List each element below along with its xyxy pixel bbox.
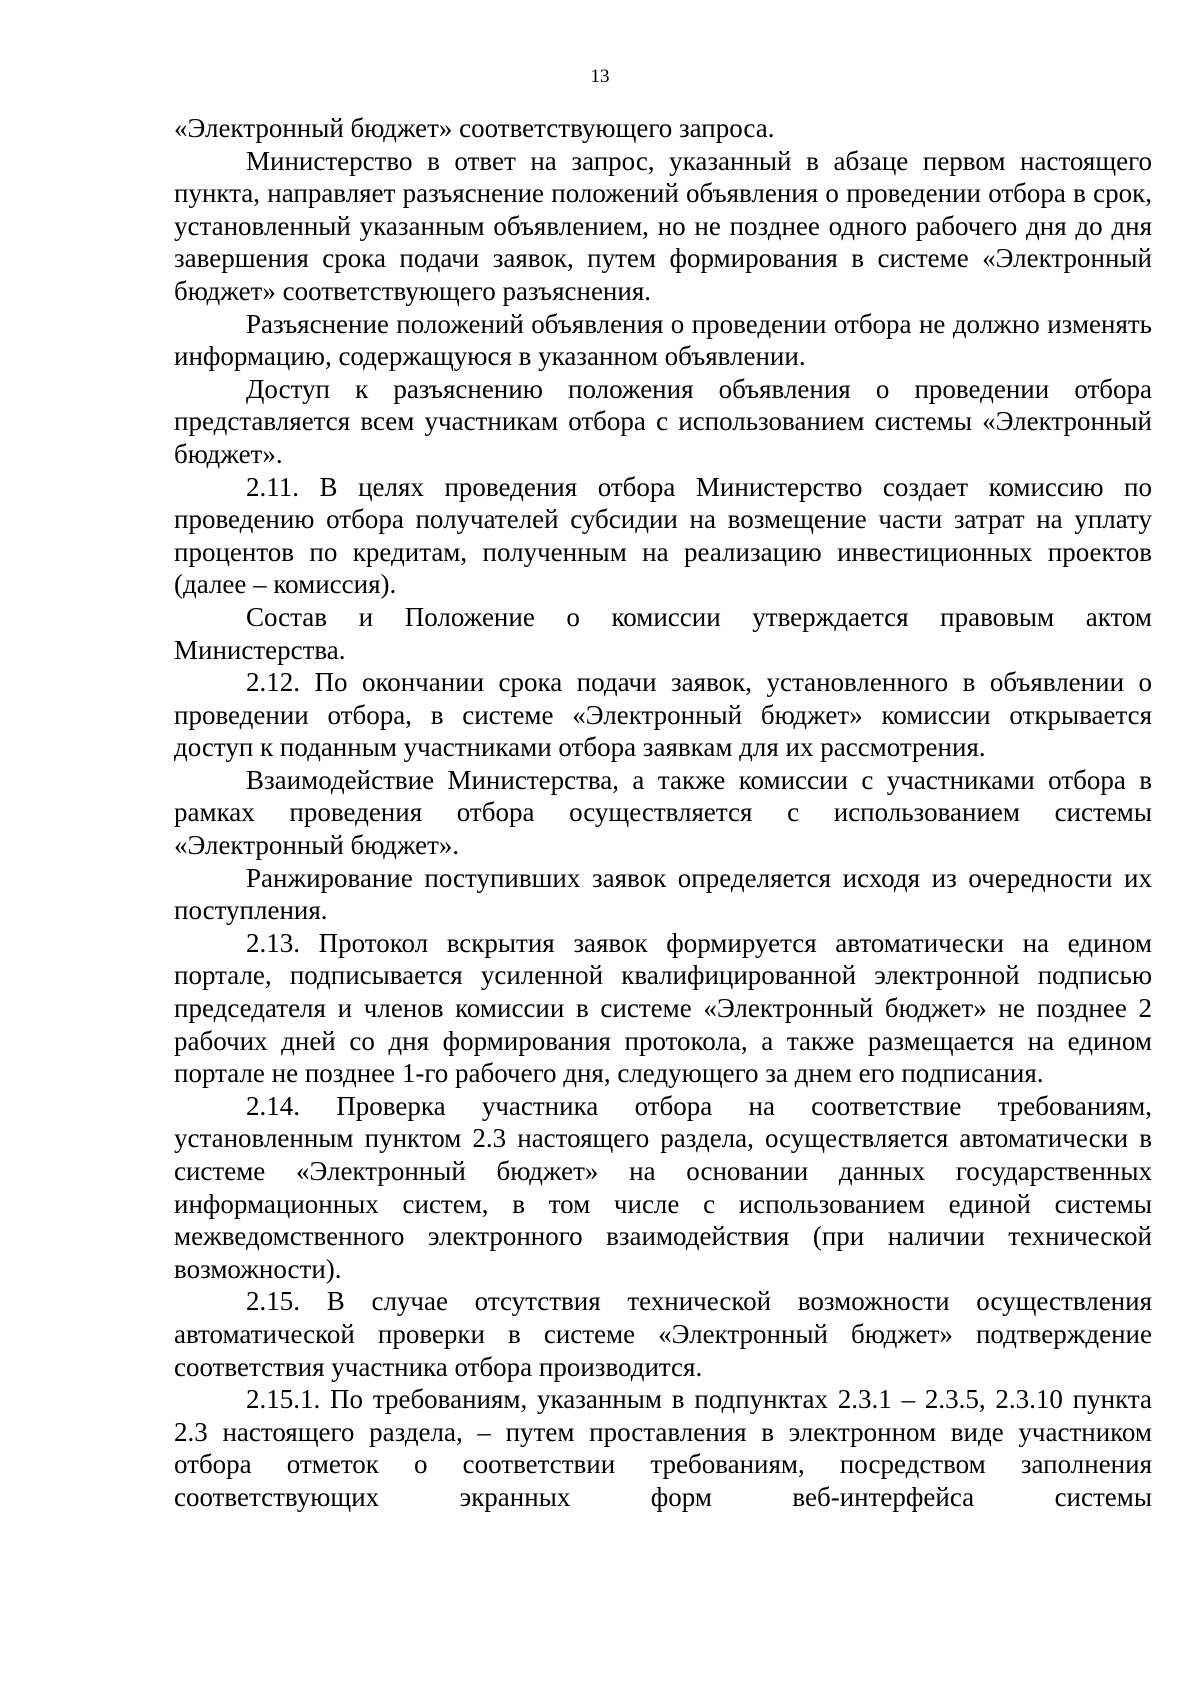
paragraph-commission-composition: Состав и Положение о комиссии утверждается правовым актом Министерства.: [174, 601, 1152, 665]
paragraph-continuation: «Электронный бюджет» соответствующего запроса.: [174, 113, 775, 143]
paragraph-2-13: 2.13. Протокол вскрытия заявок формируется автоматически на едином портале, подписывается усиленной квалифицированной электронной подписью председателя и членов комиссии в системе «Электронный бюджет» не позднее 2 рабочих дней со дня формирования протокола, а также размещается на едином портале не позднее 1-го рабочего дня, следующего за днем его подписания.: [174, 927, 1152, 1089]
paragraph-interaction: Взаимодействие Министерства, а также комиссии с участниками отбора в рамках проведения отбора осуществляется с использованием системы «Электронный бюджет».: [174, 764, 1152, 861]
paragraph-clarification-limits: Разъяснение положений объявления о проведении отбора не должно изменять информацию, содержащуюся в указанном объявлении.: [174, 308, 1152, 372]
document-body: [174, 112, 1152, 1514]
paragraph-ministry-response: Министерство в ответ на запрос, указанный в абзаце первом настоящего пункта, направляет разъяснение положений объявления о проведении отбора в срок, установленный указанным объявлением, но не позднее одного рабочего дня до дня завершения срока подачи заявок, путем формирования в системе «Электронный бюджет» соответствующего разъяснения.: [174, 145, 1152, 306]
paragraph-ranking: Ранжирование поступивших заявок определяется исходя из очередности их поступления.: [174, 862, 1152, 926]
paragraph-2-15-1: 2.15.1. По требованиям, указанным в подпунктах 2.3.1 – 2.3.5, 2.3.10 пункта 2.3 настоящего раздела, – путем проставления в электронном виде участником отбора отметок о соответствии требованиям, посредством заполнения соответствующих экранных форм веб-интерфейса системы: [174, 1384, 1152, 1512]
paragraph-2-15: 2.15. В случае отсутствия технической возможности осуществления автоматической проверки в системе «Электронный бюджет» подтверждение соответствия участника отбора производится.: [174, 1286, 1152, 1382]
paragraph-2-14: 2.14. Проверка участника отбора на соответствие требованиям, установленным пунктом 2.3 настоящего раздела, осуществляется автоматически в системе «Электронный бюджет» на основании данных государственных информационных систем, в том числе с использованием единой системы межведомственного электронного взаимодействия (при наличии технической возможности).: [174, 1090, 1152, 1284]
paragraph-2-11: 2.11. В целях проведения отбора Министерство создает комиссию по проведению отбора получателей субсидии на возмещение части затрат на уплату процентов по кредитам, полученным на реализацию инвестиционных проектов (далее – комиссия).: [174, 471, 1152, 600]
paragraph-clarification-access: Доступ к разъяснению положения объявления о проведении отбора представляется всем участникам отбора с использованием системы «Электронный бюджет».: [174, 373, 1152, 469]
page-number: 13: [590, 66, 610, 87]
paragraph-2-12: 2.12. По окончании срока подачи заявок, установленного в объявлении о проведении отбора, в системе «Электронный бюджет» комиссии открывается доступ к поданным участниками отбора заявкам для их рассмотрения.: [174, 667, 1152, 763]
